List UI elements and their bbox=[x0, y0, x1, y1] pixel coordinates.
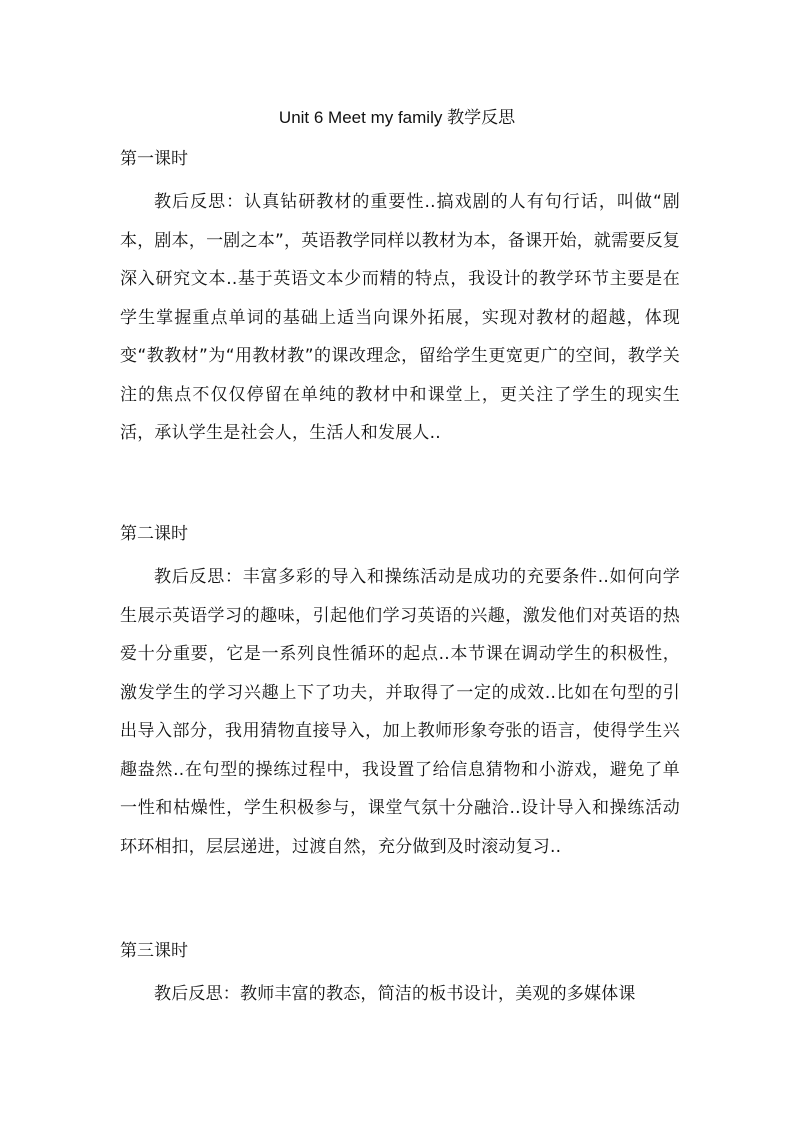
section-heading: 第一课时 bbox=[120, 149, 188, 169]
lesson-section-3 bbox=[120, 937, 680, 1014]
section-paragraph: 教后反思：丰富多彩的导入和操练活动是成功的充要条件..如何向学生展示英语学习的趣味，引起他们学习英语的兴趣，激发他们对英语的热爱十分重要，它是一系列良性循环的起点..本节课在调动学生的积极性，激发学生的学习兴趣上下了功夫，并取得了一定的成效..比如在句型的引出导入部分，我用猜物直接导入，加上教师形象夸张的语言，使得学生兴趣盎然..在句型的操练过程中，我设置了给信息猜物和小游戏，避免了单一性和枯燥性，学生积极参与，课堂气氛十分融洽..设计导入和操练活动环环相扣，层层递进，过渡自然，充分做到及时滚动复习.. bbox=[120, 567, 680, 857]
lesson-section-1 bbox=[120, 145, 680, 453]
section-heading: 第三课时 bbox=[120, 941, 188, 961]
section-heading: 第二课时 bbox=[120, 524, 188, 544]
document-title: Unit 6 Meet my family 教学反思 bbox=[278, 108, 516, 127]
section-paragraph: 教后反思：教师丰富的教态，简洁的板书设计，美观的多媒体课 bbox=[154, 984, 636, 1004]
section-paragraph: 教后反思：认真钻研教材的重要性..搞戏剧的人有句行话，叫做“剧本，剧本，一剧之本”，英语教学同样以教材为本，备课开始，就需要反复深入研究文本..基于英语文本少而精的特点，我设计的教学环节主要是在学生掌握重点单词的基础上适当向课外拓展，实现对教材的超越，体现变“教教材”为“用教材教”的课改理念，留给学生更宽更广的空间，教学关注的焦点不仅仅停留在单纯的教材中和课堂上，更关注了学生的现实生活，承认学生是社会人，生活人和发展人.. bbox=[120, 192, 680, 443]
lesson-section-2 bbox=[120, 520, 680, 866]
